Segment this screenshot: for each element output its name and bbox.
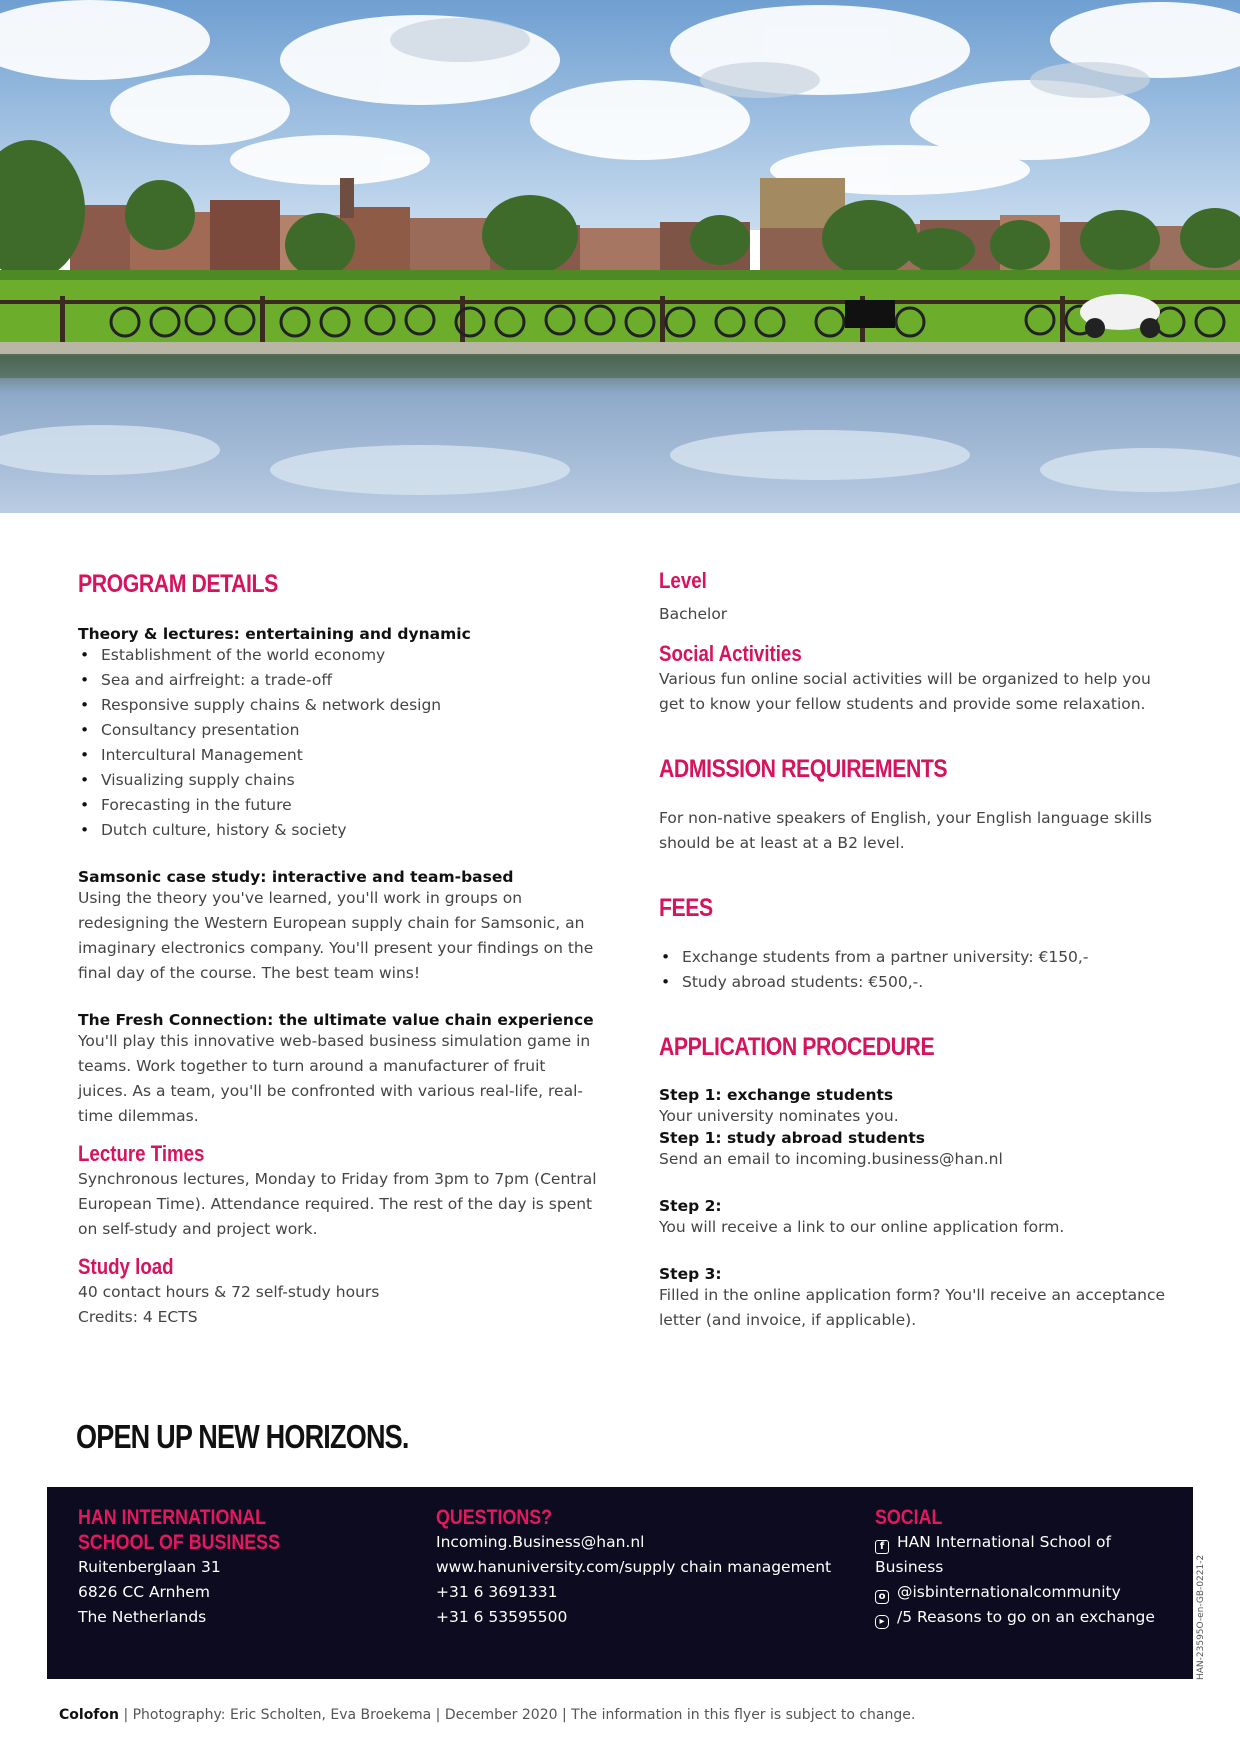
colofon [59, 1707, 915, 1723]
theory-heading: Theory & lectures: entertaining and dynamic [78, 625, 471, 643]
address-line: The Netherlands [78, 1608, 207, 1626]
colofon-label: Colofon [59, 1707, 119, 1723]
study-load-credits: Credits: 4 ECTS [78, 1308, 198, 1326]
step1-exchange-text: Your university nominates you. [659, 1107, 899, 1125]
fresh-connection-heading: The Fresh Connection: the ultimate value chain experience [78, 1011, 594, 1029]
footer [47, 1487, 1193, 1679]
level-heading: Level [659, 568, 707, 593]
phone-number[interactable]: +31 6 53595500 [436, 1608, 568, 1626]
facebook-link[interactable] [875, 1530, 1175, 1580]
level-text: Bachelor [659, 605, 728, 623]
youtube-label: /5 Reasons to go on an exchange [897, 1608, 1155, 1626]
list-item: • Forecasting in the future [78, 793, 598, 818]
document-code-text: HAN-23595O-en-GB-0221-2 [1196, 1554, 1206, 1680]
address-line: 6826 CC Arnhem [78, 1583, 210, 1601]
lecture-times-heading: Lecture Times [78, 1141, 205, 1166]
step3-heading: Step 3: [659, 1265, 722, 1283]
footer-questions [436, 1505, 836, 1630]
list-item: • Visualizing supply chains [78, 768, 598, 793]
list-item: • Study abroad students: €500,-. [659, 970, 1179, 995]
email-link[interactable]: Incoming.Business@han.nl [436, 1533, 645, 1551]
canal-landscape-image [0, 0, 1240, 513]
social-activities-text: Various fun online social activities will be organized to help you get to know your fellow students and provide some relaxation. [659, 670, 1151, 713]
program-details-heading: PROGRAM DETAILS [78, 570, 278, 598]
samsonic-text: Using the theory you've learned, you'll work in groups on redesigning the Western European supply chain for Samsonic, an imaginary electronics company. You'll present your findings on the final day of the course. The best team wins! [78, 889, 594, 982]
phone-number[interactable]: +31 6 3691331 [436, 1583, 558, 1601]
list-item: • Sea and airfreight: a trade-off [78, 668, 598, 693]
slogan: OPEN UP NEW HORIZONS. [76, 1418, 409, 1455]
instagram-icon: o [875, 1590, 889, 1604]
website-link[interactable]: www.hanuniversity.com/supply chain management [436, 1558, 832, 1576]
step1-abroad-heading: Step 1: study abroad students [659, 1129, 925, 1147]
school-heading: HAN INTERNATIONAL SCHOOL OF BUSINESS [78, 1506, 281, 1554]
step2-text: You will receive a link to our online application form. [659, 1218, 1065, 1236]
address-line: Ruitenberglaan 31 [78, 1558, 221, 1576]
fees-heading: FEES [659, 894, 713, 922]
step1-exchange-heading: Step 1: exchange students [659, 1086, 894, 1104]
instagram-label: @isbinternationalcommunity [897, 1583, 1121, 1601]
list-item: • Establishment of the world economy [78, 643, 598, 668]
list-item: • Responsive supply chains & network design [78, 693, 598, 718]
social-activities-heading: Social Activities [659, 641, 802, 666]
admission-text: For non-native speakers of English, your English language skills should be at least at a B2 level. [659, 809, 1152, 852]
samsonic-heading: Samsonic case study: interactive and team-based [78, 868, 514, 886]
step1-abroad-text: Send an email to incoming.business@han.nl [659, 1150, 1003, 1168]
list-item: • Exchange students from a partner university: €150,- [659, 945, 1179, 970]
step2-heading: Step 2: [659, 1197, 722, 1215]
left-column [78, 570, 598, 1330]
document-code [1196, 1490, 1210, 1680]
list-item: • Consultancy presentation [78, 718, 598, 743]
fees-list [659, 945, 1179, 995]
instagram-link[interactable] [875, 1580, 1175, 1605]
facebook-icon: f [875, 1540, 889, 1554]
list-item: • Intercultural Management [78, 743, 598, 768]
questions-heading: QUESTIONS? [436, 1506, 553, 1529]
hero-photo [0, 0, 1240, 513]
footer-social [875, 1505, 1175, 1630]
youtube-link[interactable] [875, 1605, 1175, 1630]
study-load-heading: Study load [78, 1254, 174, 1279]
facebook-label: HAN International School of Business [875, 1533, 1111, 1576]
study-load-hours: 40 contact hours & 72 self-study hours [78, 1283, 380, 1301]
list-item: • Dutch culture, history & society [78, 818, 598, 843]
lecture-times-text: Synchronous lectures, Monday to Friday from 3pm to 7pm (Central European Time). Attendance required. The rest of the day is spent on self-study and project work. [78, 1170, 597, 1238]
social-heading: SOCIAL [875, 1506, 943, 1529]
application-heading: APPLICATION PROCEDURE [659, 1033, 935, 1061]
fresh-connection-text: You'll play this innovative web-based business simulation game in teams. Work together to turn around a manufacturer of fruit juices. As a team, you'll be confronted with various real-life, real-time dilemmas. [78, 1032, 591, 1125]
admission-heading: ADMISSION REQUIREMENTS [659, 755, 948, 783]
youtube-icon: ▸ [875, 1615, 889, 1629]
right-column [659, 568, 1179, 1333]
colofon-text: | Photography: Eric Scholten, Eva Broekema | December 2020 | The information in this flyer is subject to change. [119, 1707, 916, 1723]
footer-school [78, 1505, 368, 1630]
step3-text: Filled in the online application form? You'll receive an acceptance letter (and invoice, if applicable). [659, 1286, 1166, 1329]
theory-list [78, 643, 598, 843]
